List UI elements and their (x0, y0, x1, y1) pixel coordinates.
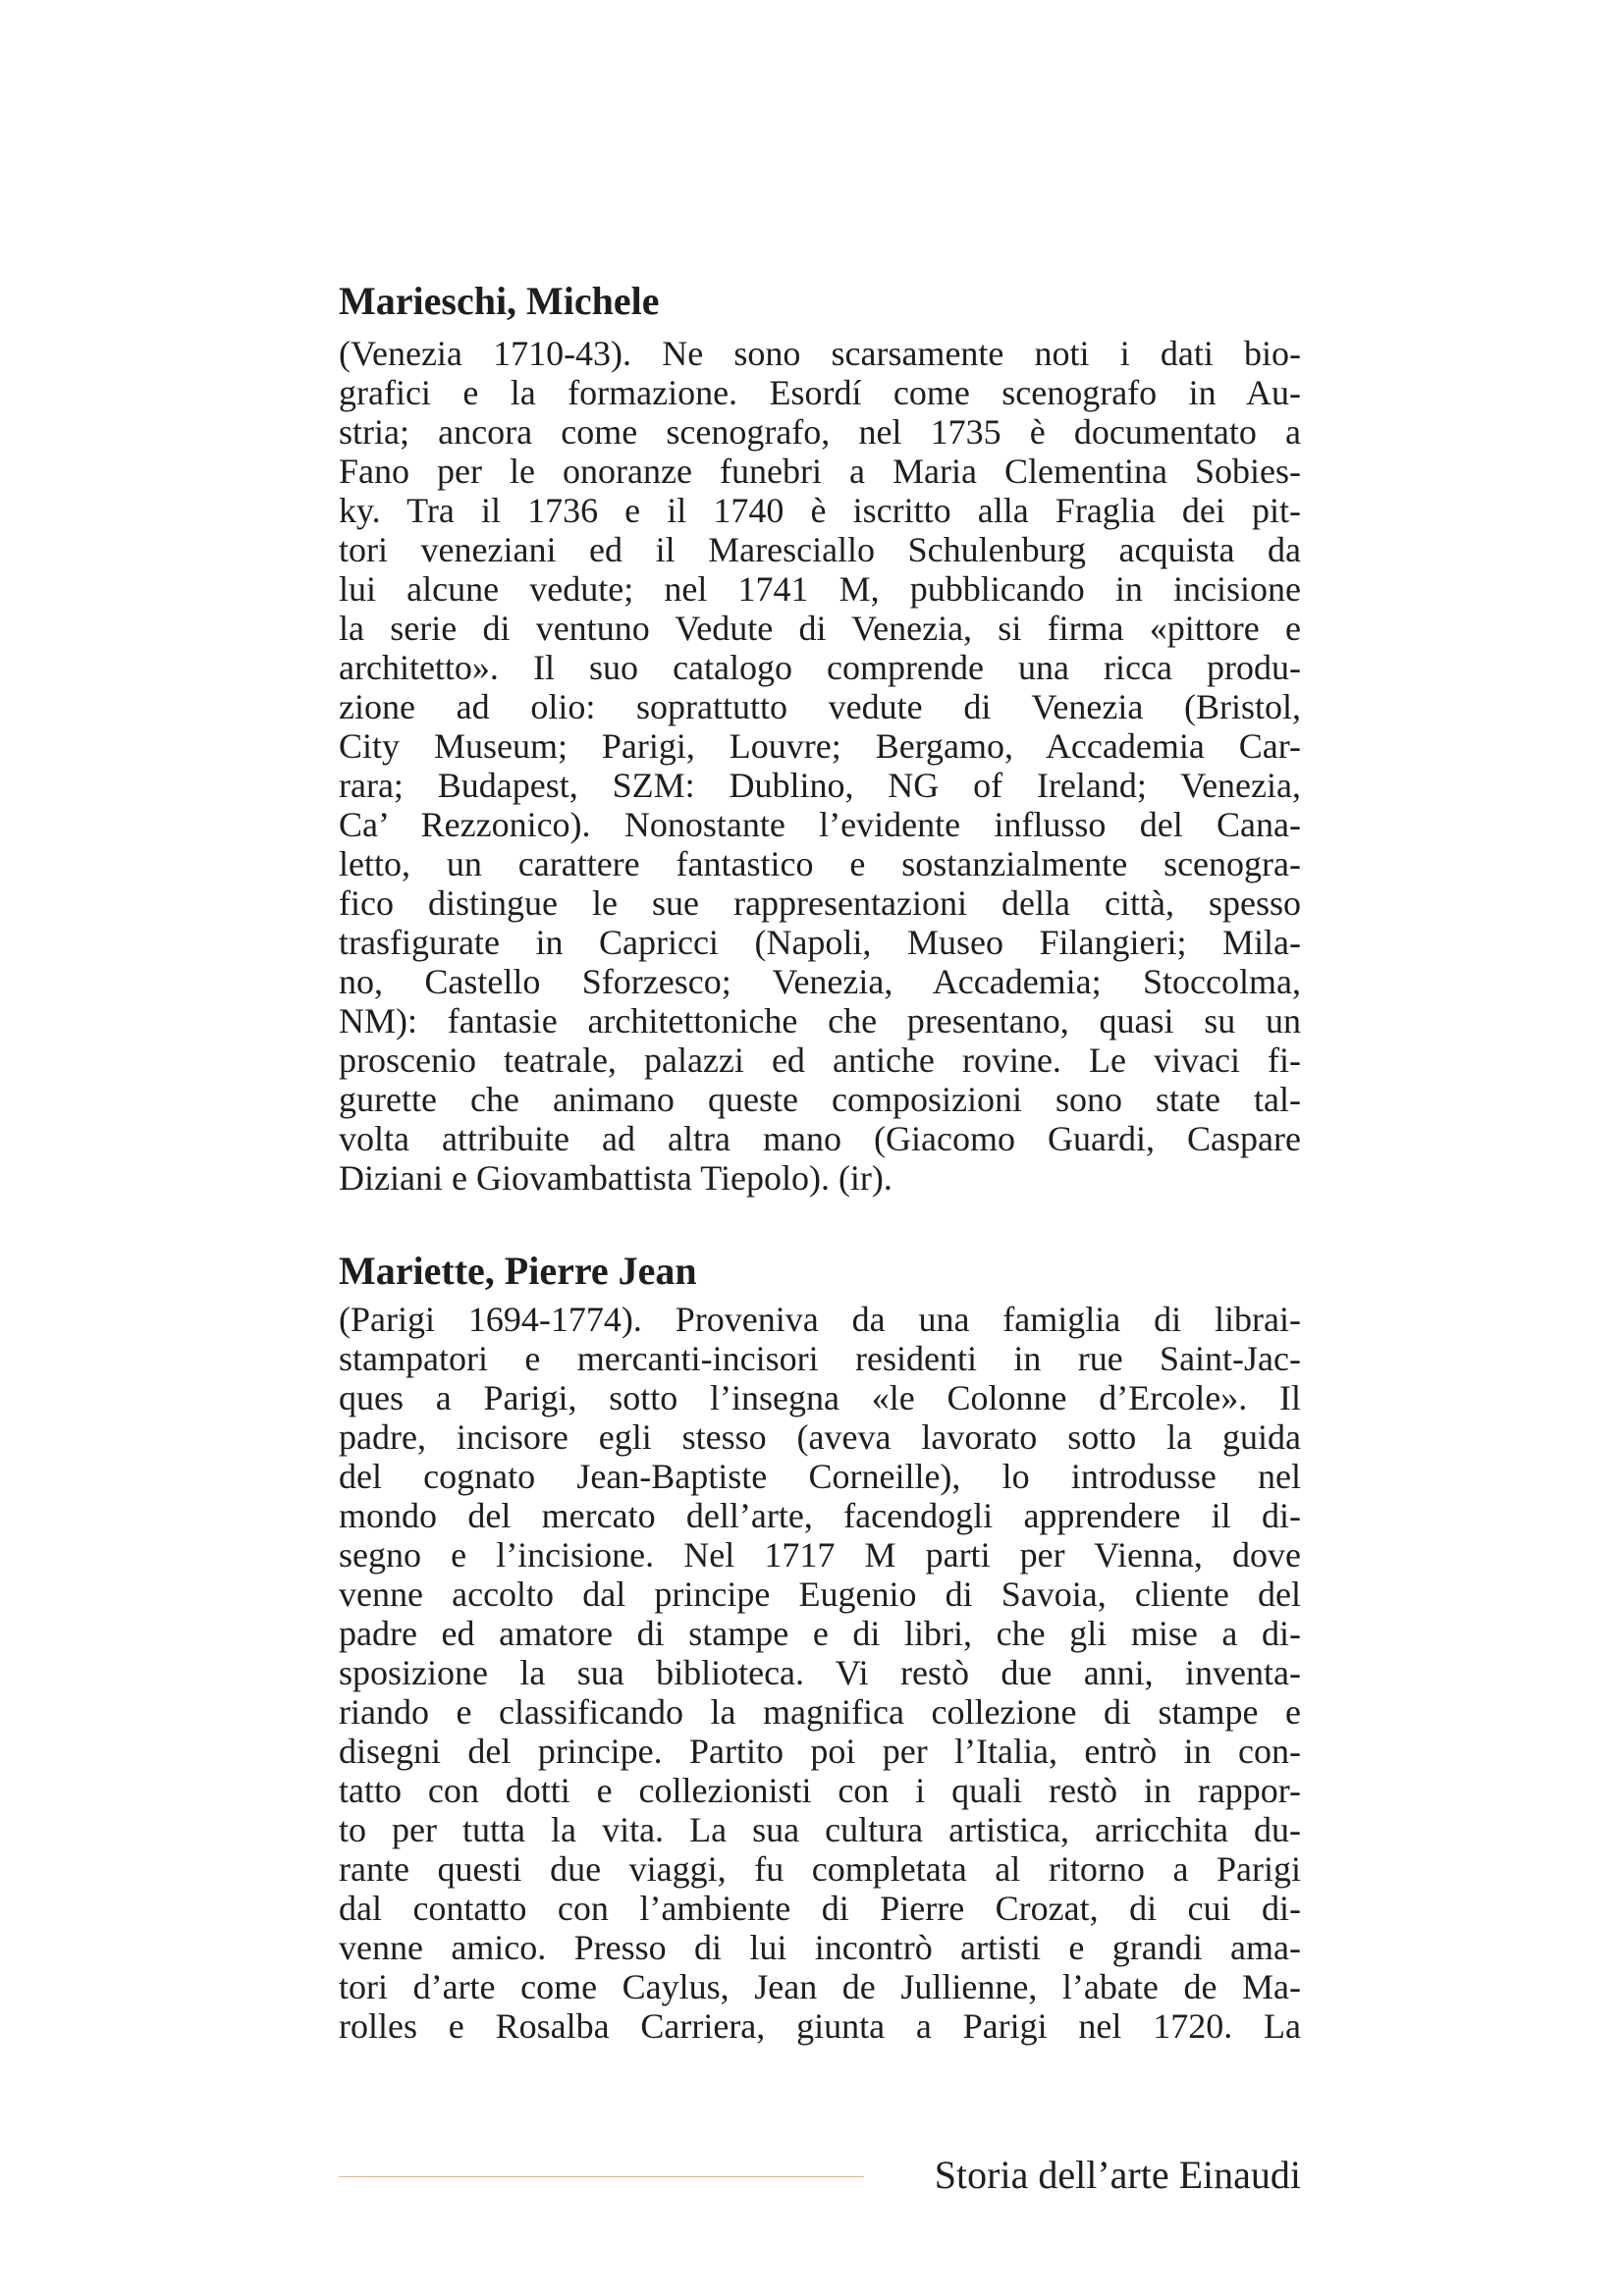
text-line: architetto». Il suo catalogo comprende una ricca produ- (339, 648, 1301, 687)
text-line: sposizione la sua biblioteca. Vi restò due anni, inventa- (339, 1653, 1301, 1692)
text-line: no, Castello Sforzesco; Venezia, Accademia; Stoccolma, (339, 962, 1301, 1001)
entry-title-marieschi: Marieschi, Michele (339, 279, 660, 323)
text-line: ky. Tra il 1736 e il 1740 è iscritto alla Fraglia dei pit- (339, 491, 1301, 530)
text-line: del cognato Jean-Baptiste Corneille), lo introdusse nel (339, 1457, 1301, 1496)
text-line: stria; ancora come scenografo, nel 1735 è documentato a (339, 412, 1301, 452)
text-line: rante questi due viaggi, fu completata al ritorno a Parigi (339, 1849, 1301, 1889)
text-line: City Museum; Parigi, Louvre; Bergamo, Accademia Car- (339, 726, 1301, 766)
text-line: fico distingue le sue rappresentazioni della città, spesso (339, 883, 1301, 923)
text-line: (Venezia 1710-43). Ne sono scarsamente noti i dati bio- (339, 334, 1301, 373)
text-line: rolles e Rosalba Carriera, giunta a Parigi nel 1720. La (339, 2006, 1301, 2046)
text-line: trasfigurate in Capricci (Napoli, Museo Filangieri; Mila- (339, 923, 1301, 962)
text-line: (Parigi 1694-1774). Proveniva da una famiglia di librai- (339, 1300, 1301, 1339)
text-line: NM): fantasie architettoniche che presentano, quasi su un (339, 1001, 1301, 1041)
text-line: padre, incisore egli stesso (aveva lavorato sotto la guida (339, 1417, 1301, 1457)
entry-body-mariette (339, 1300, 1301, 2046)
entry-title-mariette: Mariette, Pierre Jean (339, 1249, 697, 1293)
entry-body-marieschi (339, 334, 1301, 1198)
text-line: proscenio teatrale, palazzi ed antiche rovine. Le vivaci fi- (339, 1041, 1301, 1080)
text-line: venne accolto dal principe Eugenio di Savoia, cliente del (339, 1575, 1301, 1614)
text-line: stampatori e mercanti-incisori residenti in rue Saint-Jac- (339, 1339, 1301, 1378)
footer-title: Storia dell’arte Einaudi (934, 2153, 1301, 2197)
text-line: disegni del principe. Partito poi per l’Italia, entrò in con- (339, 1732, 1301, 1771)
text-line: segno e l’incisione. Nel 1717 M parti per Vienna, dove (339, 1535, 1301, 1575)
text-line: gurette che animano queste composizioni sono state tal- (339, 1080, 1301, 1119)
text-line: to per tutta la vita. La sua cultura artistica, arricchita du- (339, 1810, 1301, 1849)
text-line: Ca’ Rezzonico). Nonostante l’evidente influsso del Cana- (339, 805, 1301, 844)
footer-rule (339, 2176, 864, 2177)
text-line: la serie di ventuno Vedute di Venezia, si firma «pittore e (339, 609, 1301, 648)
text-line: lui alcune vedute; nel 1741 M, pubblicando in incisione (339, 569, 1301, 609)
text-line: tatto con dotti e collezionisti con i quali restò in rappor- (339, 1771, 1301, 1810)
text-line: tori veneziani ed il Maresciallo Schulenburg acquista da (339, 530, 1301, 569)
text-line: tori d’arte come Caylus, Jean de Jullienne, l’abate de Ma- (339, 1967, 1301, 2006)
text-line: mondo del mercato dell’arte, facendogli apprendere il di- (339, 1496, 1301, 1535)
text-line: dal contatto con l’ambiente di Pierre Crozat, di cui di- (339, 1889, 1301, 1928)
text-line: rara; Budapest, SZM: Dublino, NG of Ireland; Venezia, (339, 766, 1301, 805)
text-line: zione ad olio: soprattutto vedute di Venezia (Bristol, (339, 687, 1301, 726)
text-line: Fano per le onoranze funebri a Maria Clementina Sobies- (339, 452, 1301, 491)
text-line: letto, un carattere fantastico e sostanzialmente scenogra- (339, 844, 1301, 883)
text-line: padre ed amatore di stampe e di libri, che gli mise a di- (339, 1614, 1301, 1653)
text-line: volta attribuite ad altra mano (Giacomo Guardi, Caspare (339, 1119, 1301, 1158)
text-line: ques a Parigi, sotto l’insegna «le Colonne d’Ercole». Il (339, 1378, 1301, 1417)
text-line: Diziani e Giovambattista Tiepolo). (ir). (339, 1158, 893, 1198)
text-line: venne amico. Presso di lui incontrò artisti e grandi ama- (339, 1928, 1301, 1967)
text-line: riando e classificando la magnifica collezione di stampe e (339, 1692, 1301, 1732)
text-line: grafici e la formazione. Esordí come scenografo in Au- (339, 373, 1301, 412)
